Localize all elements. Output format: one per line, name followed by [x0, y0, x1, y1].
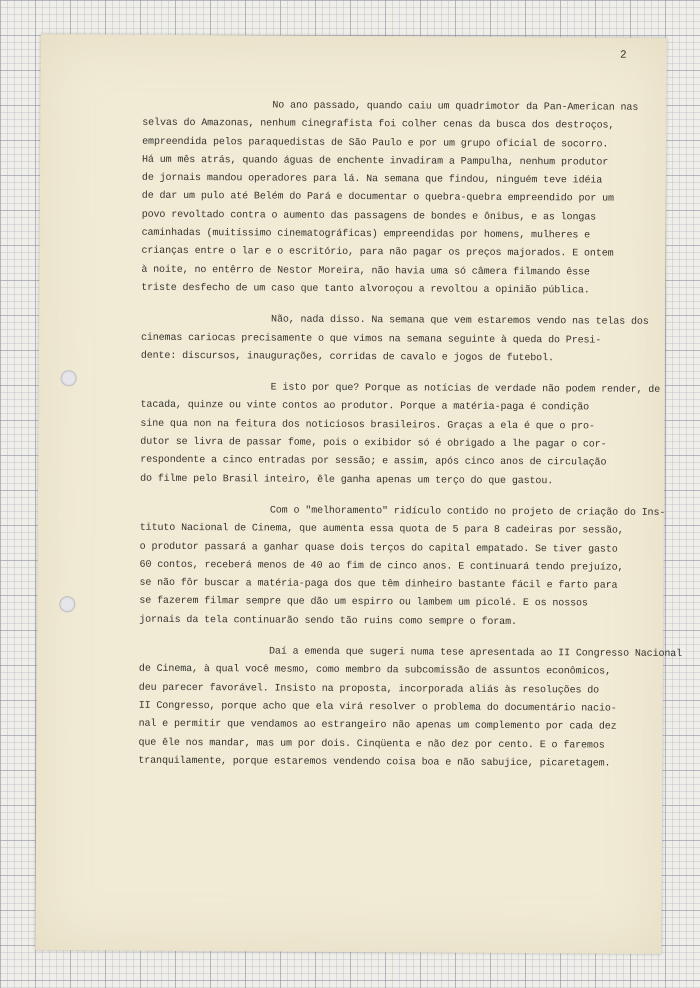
- text-line: Há um mês atrás, quando águas de enchente invadiram a Pampulha, nenhum produtor: [142, 154, 609, 169]
- text-line: que êle nos mandar, mas um por dois. Cinqüenta e não dez por cento. E o faremos: [138, 737, 605, 752]
- text-line: dente: discursos, inaugurações, corridas de cavalo e jogos de futebol.: [140, 350, 554, 365]
- text-line: o produtor passará a ganhar quase dois terços do capital empatado. Se tiver gasto: [139, 541, 618, 556]
- typewritten-page: [35, 34, 683, 954]
- paragraph: [140, 379, 661, 492]
- text-line: povo revoltado contra o aumento das passagens de bondes e ônibus, e as longas: [141, 209, 597, 224]
- text-line: sine qua non na feitura dos noticiosos brasileiros. Graças a ela é que o pro-: [140, 418, 595, 433]
- punch-hole: [59, 596, 75, 612]
- text-line: triste desfecho de um caso que tanto alvoroçou a revoltou a opinião pública.: [141, 282, 590, 297]
- text-line: jornais da tela continuarão sendo tão ruins como sempre o foram.: [139, 614, 517, 628]
- text-line: nal e permitir que vendamos ao estrangeiro não apenas um complemento por cada dez: [138, 718, 617, 733]
- text-line: tranquilamente, porque estaremos vendendo coisa boa e não sabujice, picaretagem.: [138, 755, 611, 770]
- text-line: de dar um pulo até Belém do Pará e documentar o quebra-quebra empreendido por um: [141, 191, 614, 206]
- text-line: empreendida pelos paraquedistas de São Paulo e por um grupo oficial de socorro.: [142, 136, 609, 151]
- text-line: caminhadas (muitíssimo cinematográficas) empreendidas por homens, mulheres e: [141, 227, 591, 242]
- text-line: selvas do Amazonas, nenhum cinegrafista foi colher cenas da busca dos destroços,: [142, 118, 615, 132]
- paragraph: [138, 643, 683, 774]
- text-line: se fazerem filmar sempre que dão um espirro ou lambem um picolé. E os nossos: [139, 596, 588, 610]
- punch-hole: [61, 370, 77, 386]
- text-line: Daí a emenda que sugeri numa tese apresentada ao II Congresso Nacional: [268, 646, 683, 661]
- text-line: respondente a cinco entradas por sessão; e assim, após cinco anos de circulação: [140, 455, 607, 469]
- text-line: de Cinema, à qual você mesmo, como membro da subcomissão de assuntos econômicos,: [138, 664, 612, 678]
- text-line: do filme pelo Brasil inteiro, êle ganha apenas um terço do que gastou.: [140, 473, 554, 487]
- text-line: No ano passado, quando caiu um quadrimotor da Pan-American nas: [272, 100, 639, 114]
- text-line: de jornais mandou operadores para lá. Na semana que findou, ninguém teve idéia: [141, 172, 603, 187]
- text-line: cinemas cariocas precisamente o que vimos na semana seguinte à queda do Presi-: [140, 332, 602, 347]
- text-line: Não, nada disso. Na semana que vem estaremos vendo nas telas dos: [271, 314, 649, 329]
- text-line: tituto Nacional de Cinema, que aumenta essa quota de 5 para 8 cadeiras por sessão,: [139, 522, 624, 537]
- text-line: II Congresso, porque acho que ela virá resolver o problema do documentário nacio-: [138, 700, 617, 715]
- text-line: 60 contos, receberá menos de 40 ao fim de cinco anos. E continuará tendo prejuízo,: [139, 559, 624, 574]
- text-line: Com o "melhoramento" ridículo contido no projeto de criação do Ins-: [269, 505, 666, 519]
- text-line: dutor se livra de passar fome, pois o exibidor só é obrigado a lhe pagar o cor-: [140, 436, 607, 451]
- document-body: [138, 97, 683, 787]
- page-number: 2: [620, 49, 627, 62]
- text-line: E isto por que? Porque as notícias de verdade não podem render, de: [270, 382, 661, 397]
- text-line: deu parecer favorável. Insisto na proposta, incorporada aliás às resoluções do: [138, 682, 600, 697]
- paragraph: [141, 97, 662, 301]
- text-line: se não fôr buscar a matéria-paga dos que têm dinheiro bastante fácil e farto para: [139, 577, 618, 592]
- paragraph: [139, 502, 666, 633]
- text-line: crianças entre o lar e o escritório, para não pagar os preços majorados. E ontem: [141, 246, 614, 260]
- paragraph: [141, 311, 661, 369]
- text-line: à noite, no entêrro de Nestor Moreira, não havia uma só câmera filmando êsse: [141, 264, 590, 279]
- text-line: tacada, quinze ou vinte contos ao produtor. Porque a matéria-paga é condição: [140, 400, 590, 414]
